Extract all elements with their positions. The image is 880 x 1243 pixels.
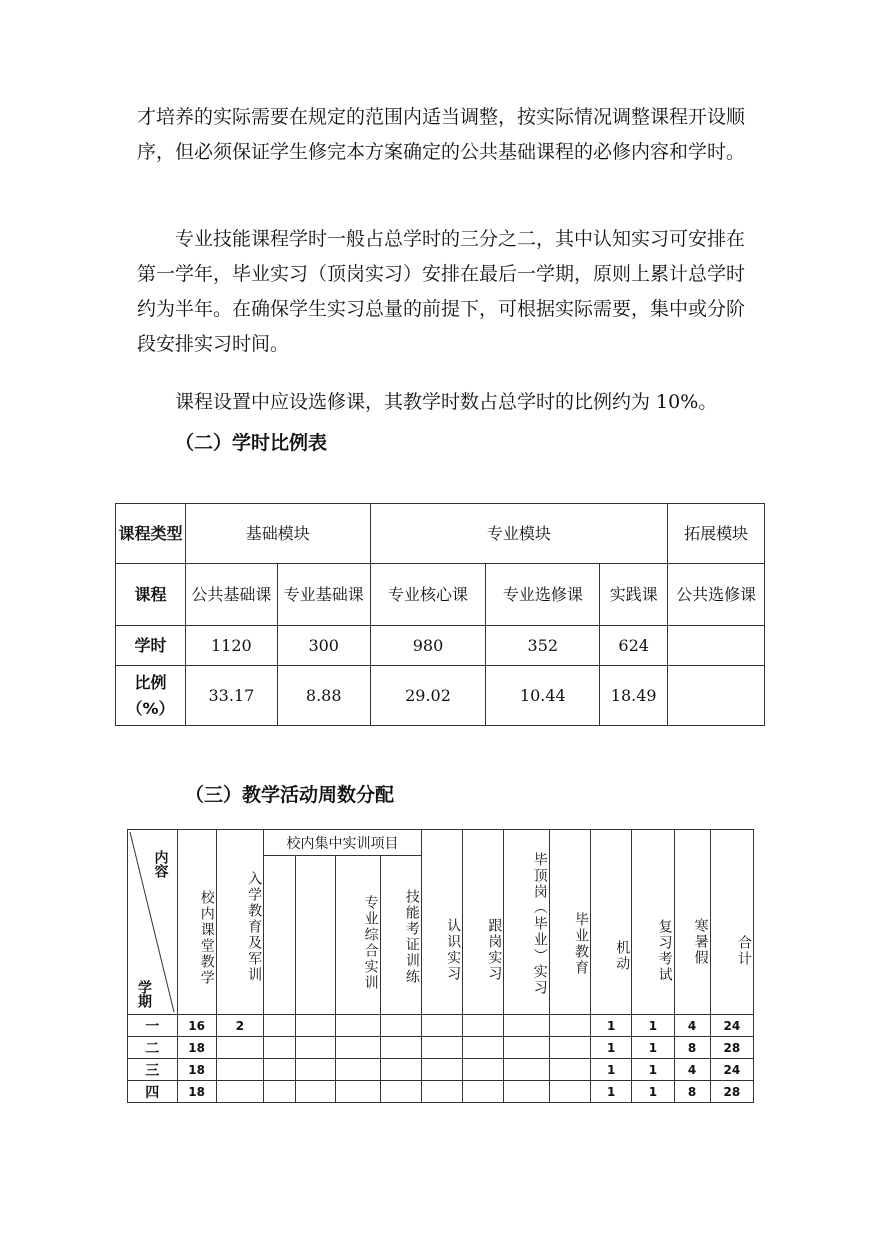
week-cell — [463, 1037, 504, 1059]
week-cell: 18 — [177, 1081, 216, 1103]
header-orientation: 入学教育及军训 — [216, 830, 263, 1015]
cell-professional-basic: 专业基础课 — [277, 564, 370, 626]
week-cell — [504, 1037, 549, 1059]
paragraph-3: 课程设置中应设选修课，其教学时数占总学时的比例约为 10%。 — [175, 391, 718, 413]
week-cell — [380, 1037, 421, 1059]
week-cell — [336, 1059, 380, 1081]
heading-hour-ratio-table: （二）学时比例表 — [175, 432, 328, 454]
week-cell: 2 — [216, 1015, 263, 1037]
week-cell: 4 — [674, 1059, 710, 1081]
week-cell: 24 — [710, 1059, 753, 1081]
week-cell: 1 — [632, 1059, 674, 1081]
header-total: 合计 — [710, 830, 753, 1015]
week-cell — [264, 1081, 296, 1103]
cell-professional-elective: 专业选修课 — [486, 564, 600, 626]
semester-label: 四 — [128, 1081, 178, 1103]
table-row — [128, 1037, 754, 1059]
corner-cell — [128, 830, 178, 1015]
week-cell — [549, 1081, 590, 1103]
hours-cell: 980 — [370, 626, 486, 666]
week-cell: 1 — [632, 1081, 674, 1103]
header-basic-module: 基础模块 — [185, 504, 370, 564]
week-cell: 1 — [591, 1015, 632, 1037]
week-cell: 16 — [177, 1015, 216, 1037]
paragraph-2: 专业技能课程学时一般占总学时的三分之二，其中认知实习可安排在第一学年，毕业实习（顶岗实习）安排在最后一学期，原则上累计总学时约为半年。在确保学生实习总量的前提下，可根据实际需要，集中或分阶段安排实习时间。 — [137, 228, 746, 355]
week-cell — [421, 1081, 462, 1103]
header-blank — [264, 856, 296, 1015]
week-cell — [296, 1081, 336, 1103]
week-cell — [296, 1037, 336, 1059]
week-cell — [264, 1015, 296, 1037]
corner-content-label: 内容 — [152, 850, 169, 878]
paragraph-1: 才培养的实际需要在规定的范围内适当调整，按实际情况调整课程开设顺序，但必须保证学生修完本方案确定的公共基础课程的必修内容和学时。 — [137, 106, 746, 163]
header-course-type: 课程类型 — [116, 504, 186, 564]
week-cell — [504, 1081, 549, 1103]
week-cell: 24 — [710, 1015, 753, 1037]
hours-cell: 1120 — [185, 626, 277, 666]
hours-cell: 352 — [486, 626, 600, 666]
week-cell — [264, 1059, 296, 1081]
week-cell — [421, 1037, 462, 1059]
week-cell: 1 — [632, 1015, 674, 1037]
header-skill-certification: 技能考证训练 — [380, 856, 421, 1015]
header-professional-module: 专业模块 — [370, 504, 668, 564]
ratio-cell: 10.44 — [486, 666, 600, 726]
week-cell — [336, 1081, 380, 1103]
header-follow-practice: 跟岗实习 — [463, 830, 504, 1015]
week-cell — [421, 1059, 462, 1081]
week-cell: 1 — [632, 1037, 674, 1059]
week-cell — [380, 1081, 421, 1103]
hour-ratio-table — [115, 503, 765, 726]
week-cell — [216, 1037, 263, 1059]
hours-cell: 300 — [277, 626, 370, 666]
header-review-exam: 复习考试 — [632, 830, 674, 1015]
week-cell — [336, 1015, 380, 1037]
week-cell — [504, 1059, 549, 1081]
cell-professional-core: 专业核心课 — [370, 564, 486, 626]
table-row — [128, 1015, 754, 1037]
week-cell: 4 — [674, 1015, 710, 1037]
week-cell: 28 — [710, 1081, 753, 1103]
week-cell: 1 — [591, 1059, 632, 1081]
header-flexible: 机动 — [591, 830, 632, 1015]
ratio-cell: 18.49 — [600, 666, 668, 726]
week-cell: 18 — [177, 1059, 216, 1081]
header-cognitive-practice: 认识实习 — [421, 830, 462, 1015]
week-cell — [264, 1037, 296, 1059]
week-cell — [549, 1037, 590, 1059]
week-cell — [504, 1015, 549, 1037]
cell-public-basic: 公共基础课 — [185, 564, 277, 626]
week-cell — [463, 1015, 504, 1037]
week-cell — [380, 1015, 421, 1037]
semester-label: 二 — [128, 1037, 178, 1059]
week-cell — [296, 1059, 336, 1081]
cell-practice: 实践课 — [600, 564, 668, 626]
row-label-hours: 学时 — [116, 626, 186, 666]
semester-label: 一 — [128, 1015, 178, 1037]
week-cell — [216, 1081, 263, 1103]
week-cell — [380, 1059, 421, 1081]
week-cell: 28 — [710, 1037, 753, 1059]
row-label-course: 课程 — [116, 564, 186, 626]
header-extension-module: 拓展模块 — [668, 504, 765, 564]
week-cell — [463, 1059, 504, 1081]
header-group-training: 校内集中实训项目 — [264, 830, 422, 856]
ratio-cell: 8.88 — [277, 666, 370, 726]
row-label-ratio: 比例（%） — [116, 666, 186, 726]
header-internship: 毕顶岗（毕业）实习 — [504, 830, 549, 1015]
hours-cell — [668, 626, 765, 666]
ratio-cell: 29.02 — [370, 666, 486, 726]
week-cell: 18 — [177, 1037, 216, 1059]
week-cell — [216, 1059, 263, 1081]
week-cell — [463, 1081, 504, 1103]
header-classroom: 校内课堂教学 — [177, 830, 216, 1015]
week-cell — [296, 1015, 336, 1037]
corner-semester-label: 学期 — [136, 980, 152, 1008]
week-cell — [549, 1015, 590, 1037]
header-graduation-education: 毕业教育 — [549, 830, 590, 1015]
heading-week-distribution: （三）教学活动周数分配 — [185, 784, 395, 806]
ratio-cell — [668, 666, 765, 726]
table-row — [128, 1081, 754, 1103]
hours-cell: 624 — [600, 626, 668, 666]
header-comprehensive-training: 专业综合实训 — [336, 856, 380, 1015]
week-cell — [549, 1059, 590, 1081]
week-cell: 8 — [674, 1081, 710, 1103]
week-cell — [421, 1015, 462, 1037]
week-distribution-table — [127, 829, 754, 1103]
week-cell: 1 — [591, 1081, 632, 1103]
week-cell: 8 — [674, 1037, 710, 1059]
header-vacation: 寒暑假 — [674, 830, 710, 1015]
header-blank — [296, 856, 336, 1015]
table-row — [128, 1059, 754, 1081]
ratio-cell: 33.17 — [185, 666, 277, 726]
week-cell: 1 — [591, 1037, 632, 1059]
cell-public-elective: 公共选修课 — [668, 564, 765, 626]
week-cell — [336, 1037, 380, 1059]
semester-label: 三 — [128, 1059, 178, 1081]
